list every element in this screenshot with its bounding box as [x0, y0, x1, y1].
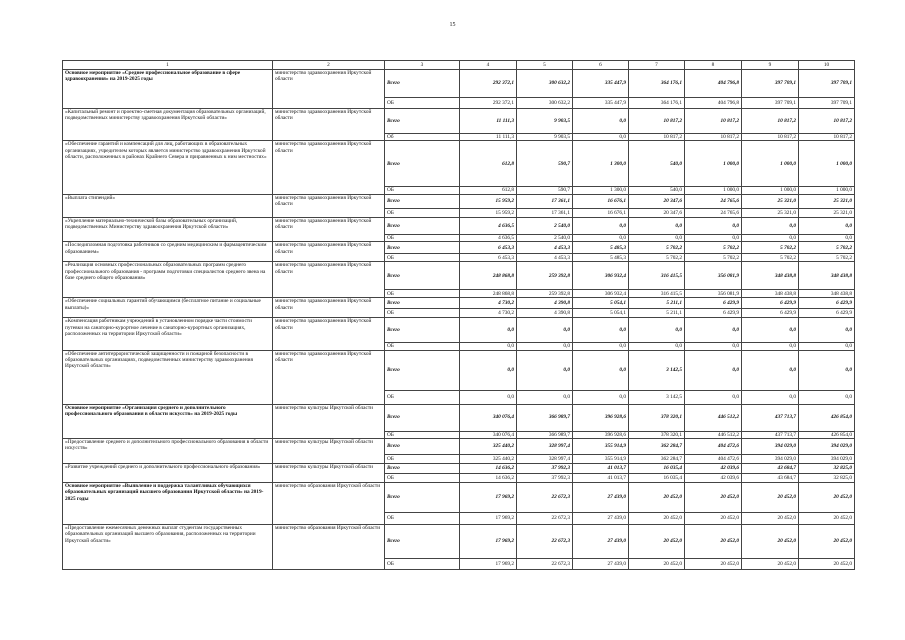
- amount-cell: 0,0: [460, 318, 517, 343]
- amount-cell: 17 969,2: [460, 513, 517, 525]
- funding-source-total: Всего: [385, 141, 460, 187]
- amount-cell: 22 672,3: [517, 513, 573, 525]
- measure-total-row: [63, 439, 855, 455]
- amount-cell: 20 452,0: [742, 483, 799, 513]
- amount-cell: 325 440,2: [460, 455, 517, 464]
- amount-cell: 378 320,1: [629, 431, 685, 438]
- funding-source-regional: ОБ: [385, 254, 460, 262]
- responsible-executor: министерство здравоохранения Иркутской области: [273, 194, 385, 217]
- amount-cell: 25 321,0: [742, 208, 799, 217]
- column-number: 6: [573, 61, 629, 70]
- funding-source-regional: Об: [385, 134, 460, 141]
- amount-cell: 24 765,6: [685, 208, 742, 217]
- measure-total-row: [63, 298, 855, 309]
- page-number: 15: [449, 22, 456, 28]
- amount-cell: 6 429,9: [742, 309, 799, 318]
- amount-cell: 355 914,9: [573, 455, 629, 464]
- amount-cell: 396 928,6: [573, 404, 629, 431]
- amount-cell: 22 672,3: [517, 525, 573, 559]
- amount-cell: 16 676,1: [573, 194, 629, 208]
- amount-cell: 6 429,9: [742, 298, 799, 309]
- amount-cell: 10 817,2: [799, 134, 855, 141]
- measure-name: «Обеспечение антитеррористической защищенности и пожарной безопасности в образовательных организациях, подведомственных министерству здравоохранения Иркутской области»: [63, 350, 273, 404]
- amount-cell: 397 709,1: [799, 98, 855, 109]
- funding-source-total: Всего: [385, 262, 460, 290]
- amount-cell: 17 361,1: [517, 194, 573, 208]
- amount-cell: 0,0: [685, 217, 742, 234]
- amount-cell: 25 321,0: [742, 194, 799, 208]
- amount-cell: 20 452,0: [629, 525, 685, 559]
- amount-cell: 355 914,9: [573, 439, 629, 455]
- amount-cell: 348 438,8: [799, 262, 855, 290]
- amount-cell: 20 452,0: [629, 483, 685, 513]
- amount-cell: 1 300,0: [573, 187, 629, 194]
- column-number: 9: [742, 61, 799, 70]
- amount-cell: 4 636,5: [460, 217, 517, 234]
- amount-cell: 3 142,5: [629, 350, 685, 390]
- amount-cell: 378 320,1: [629, 404, 685, 431]
- amount-cell: 4 636,5: [460, 234, 517, 241]
- amount-cell: 590,7: [517, 187, 573, 194]
- amount-cell: 248 868,8: [460, 290, 517, 298]
- amount-cell: 335 447,9: [573, 98, 629, 109]
- amount-cell: 42 039,6: [685, 474, 742, 483]
- amount-cell: 10 817,2: [742, 134, 799, 141]
- amount-cell: 0,0: [517, 390, 573, 404]
- amount-cell: 10 817,2: [799, 109, 855, 134]
- amount-cell: 394 029,0: [742, 455, 799, 464]
- amount-cell: 20 452,0: [629, 559, 685, 570]
- amount-cell: 10 817,2: [685, 109, 742, 134]
- amount-cell: 356 081,9: [685, 290, 742, 298]
- amount-cell: 446 512,2: [685, 431, 742, 438]
- amount-cell: 5 485,3: [573, 254, 629, 262]
- amount-cell: 0,0: [742, 217, 799, 234]
- amount-cell: 2 540,0: [517, 234, 573, 241]
- amount-cell: 24 765,6: [685, 194, 742, 208]
- funding-source-regional: ОБ: [385, 474, 460, 483]
- amount-cell: 0,0: [629, 318, 685, 343]
- amount-cell: 14 636,2: [460, 464, 517, 474]
- funding-source-regional: ОБ: [385, 234, 460, 241]
- measure-total-row: [63, 525, 855, 559]
- funding-source-total: Всего: [385, 404, 460, 431]
- amount-cell: 6 429,9: [799, 309, 855, 318]
- amount-cell: 0,0: [799, 343, 855, 350]
- column-number: 4: [460, 61, 517, 70]
- amount-cell: 0,0: [517, 350, 573, 390]
- responsible-executor: министерство культуры Иркутской области: [273, 404, 385, 438]
- amount-cell: 328 997,4: [517, 439, 573, 455]
- funding-source-regional: ОБ: [385, 309, 460, 318]
- measure-name: «Обеспечение гарантий и компенсаций для лиц, работающих в образовательных организациях, учредителем которых является министерство здравоохранения Иркутской области, расположенных в районах Крайнего Севера и приравненных к ним местностях»: [63, 141, 273, 194]
- amount-cell: 248 868,8: [460, 262, 517, 290]
- amount-cell: 27 439,0: [573, 513, 629, 525]
- amount-cell: 366 989,7: [517, 404, 573, 431]
- measure-name: «Предоставление ежемесячных денежных выплат студентам государственных образовательных организаций высшего образования, расположенных на территории Иркутской области»: [63, 525, 273, 570]
- responsible-executor: министерство здравоохранения Иркутской области: [273, 298, 385, 318]
- amount-cell: 20 452,0: [685, 513, 742, 525]
- amount-cell: 20 452,0: [742, 525, 799, 559]
- amount-cell: 22 672,3: [517, 559, 573, 570]
- measure-name: «Последипломная подготовка работников со средним медицинским и фармацевтическим образованием»: [63, 242, 273, 262]
- amount-cell: 362 284,7: [629, 455, 685, 464]
- amount-cell: 446 512,2: [685, 404, 742, 431]
- amount-cell: 10 817,2: [629, 109, 685, 134]
- funding-source-total: Всего: [385, 242, 460, 254]
- amount-cell: 32 825,0: [799, 474, 855, 483]
- amount-cell: 404 472,6: [685, 439, 742, 455]
- amount-cell: 16 035,4: [629, 474, 685, 483]
- amount-cell: 20 452,0: [742, 559, 799, 570]
- amount-cell: 0,0: [573, 217, 629, 234]
- funding-source-total: Всего: [385, 439, 460, 455]
- amount-cell: 404 796,8: [685, 70, 742, 98]
- amount-cell: 0,0: [460, 390, 517, 404]
- funding-source-regional: ОБ: [385, 290, 460, 298]
- amount-cell: 20 452,0: [799, 483, 855, 513]
- measure-name: «Укрепление материально-технической базы образовательных организаций, подведомственных Министерству здравоохранения Иркутской области»: [63, 217, 273, 241]
- amount-cell: 20 452,0: [685, 483, 742, 513]
- amount-cell: 394 029,0: [742, 439, 799, 455]
- amount-cell: 0,0: [742, 234, 799, 241]
- funding-source-total: Всего: [385, 525, 460, 559]
- measure-total-row: [63, 242, 855, 254]
- amount-cell: 0,0: [573, 390, 629, 404]
- amount-cell: 14 636,2: [460, 474, 517, 483]
- amount-cell: 4 453,3: [517, 242, 573, 254]
- responsible-executor: министерство культуры Иркутской области: [273, 439, 385, 464]
- amount-cell: 5 702,2: [742, 242, 799, 254]
- amount-cell: 426 854,0: [799, 431, 855, 438]
- amount-cell: 306 932,4: [573, 290, 629, 298]
- amount-cell: 1 000,0: [799, 141, 855, 187]
- amount-cell: 5 702,2: [799, 242, 855, 254]
- amount-cell: 5 702,2: [629, 242, 685, 254]
- amount-cell: 20 452,0: [685, 525, 742, 559]
- amount-cell: 0,0: [629, 217, 685, 234]
- amount-cell: 20 452,0: [799, 559, 855, 570]
- amount-cell: 20 452,0: [629, 513, 685, 525]
- amount-cell: 1 000,0: [685, 187, 742, 194]
- amount-cell: 17 969,2: [460, 559, 517, 570]
- amount-cell: 335 447,9: [573, 70, 629, 98]
- amount-cell: 0,0: [573, 350, 629, 390]
- amount-cell: 1 000,0: [685, 141, 742, 187]
- amount-cell: 27 439,0: [573, 559, 629, 570]
- amount-cell: 41 013,7: [573, 464, 629, 474]
- amount-cell: 0,0: [629, 343, 685, 350]
- responsible-executor: министерство образования Иркутской области: [273, 525, 385, 570]
- responsible-executor: министерство здравоохранения Иркутской области: [273, 242, 385, 262]
- amount-cell: 1 000,0: [742, 187, 799, 194]
- responsible-executor: министерство здравоохранения Иркутской области: [273, 350, 385, 404]
- amount-cell: 6 429,9: [685, 309, 742, 318]
- column-number: 1: [63, 61, 273, 70]
- measure-total-row: [63, 109, 855, 134]
- amount-cell: 0,0: [460, 350, 517, 390]
- measure-name: Основное мероприятие «Среднее профессиональное образование в сфере здравоохранения» на 2019-2025 годы: [63, 70, 273, 109]
- amount-cell: 5 054,1: [573, 298, 629, 309]
- amount-cell: 328 997,4: [517, 455, 573, 464]
- measure-total-row: [63, 318, 855, 343]
- amount-cell: 0,0: [742, 390, 799, 404]
- amount-cell: 0,0: [799, 318, 855, 343]
- column-number-row: [63, 61, 855, 70]
- amount-cell: 397 709,1: [799, 70, 855, 98]
- amount-cell: 11 111,3: [460, 134, 517, 141]
- budget-table: [62, 60, 855, 570]
- amount-cell: 259 392,8: [517, 262, 573, 290]
- amount-cell: 37 992,3: [517, 464, 573, 474]
- amount-cell: 5 702,2: [742, 254, 799, 262]
- measure-total-row: [63, 262, 855, 290]
- measure-total-row: [63, 483, 855, 513]
- amount-cell: 292 372,1: [460, 98, 517, 109]
- amount-cell: 540,0: [629, 187, 685, 194]
- amount-cell: 17 969,2: [460, 483, 517, 513]
- funding-source-regional: ОБ: [385, 98, 460, 109]
- responsible-executor: министерство здравоохранения Иркутской области: [273, 318, 385, 350]
- amount-cell: 0,0: [799, 350, 855, 390]
- measure-name: «Предоставление среднего и дополнительного профессионального образования в области искусств»: [63, 439, 273, 464]
- amount-cell: 300 632,2: [517, 98, 573, 109]
- measure-name: «Капитальный ремонт и проектно-сметная документация образовательных организаций, подведомственных министерству здравоохранения Иркутской области»: [63, 109, 273, 141]
- funding-source-regional: ОБ: [385, 343, 460, 350]
- amount-cell: 325 440,2: [460, 439, 517, 455]
- amount-cell: 340 076,4: [460, 404, 517, 431]
- amount-cell: 0,0: [685, 343, 742, 350]
- amount-cell: 0,0: [517, 318, 573, 343]
- amount-cell: 25 321,0: [799, 194, 855, 208]
- amount-cell: 259 392,8: [517, 290, 573, 298]
- amount-cell: 590,7: [517, 141, 573, 187]
- amount-cell: 20 347,6: [629, 208, 685, 217]
- amount-cell: 5 211,1: [629, 298, 685, 309]
- responsible-executor: министерство здравоохранения Иркутской области: [273, 109, 385, 141]
- column-number: 5: [517, 61, 573, 70]
- amount-cell: 364 176,1: [629, 98, 685, 109]
- amount-cell: 16 676,1: [573, 208, 629, 217]
- funding-source-total: Всего: [385, 70, 460, 98]
- responsible-executor: министерство образования Иркутской области: [273, 483, 385, 525]
- amount-cell: 0,0: [685, 350, 742, 390]
- amount-cell: 5 702,2: [629, 254, 685, 262]
- measure-name: Основное мероприятие «Организация среднего и дополнительного профессионального образования в области искусств» на 2019-2025 годы: [63, 404, 273, 438]
- amount-cell: 41 013,7: [573, 474, 629, 483]
- amount-cell: 0,0: [685, 390, 742, 404]
- amount-cell: 397 709,1: [742, 70, 799, 98]
- responsible-executor: министерство культуры Иркутской области: [273, 464, 385, 483]
- amount-cell: 396 928,6: [573, 431, 629, 438]
- measure-total-row: [63, 404, 855, 431]
- amount-cell: 43 684,7: [742, 474, 799, 483]
- measure-name: «Развитие учреждений среднего и дополнительного профессионального образования»: [63, 464, 273, 483]
- amount-cell: 5 054,1: [573, 309, 629, 318]
- amount-cell: 1 000,0: [799, 187, 855, 194]
- amount-cell: 0,0: [573, 109, 629, 134]
- measure-name: «Компенсация работникам учреждений в установленном порядке части стоимости путевки на санаторно-курортное лечение в санаторно-курортных организациях, расположенных на территории Иркутской области»: [63, 318, 273, 350]
- amount-cell: 5 211,1: [629, 309, 685, 318]
- funding-source-regional: ОБ: [385, 390, 460, 404]
- amount-cell: 42 039,6: [685, 464, 742, 474]
- amount-cell: 437 713,7: [742, 431, 799, 438]
- amount-cell: 348 438,8: [742, 290, 799, 298]
- amount-cell: 0,0: [573, 318, 629, 343]
- measure-name: «Обеспечение социальных гарантий обучающимся (бесплатное питание и социальные выплаты)»: [63, 298, 273, 318]
- amount-cell: 1 300,0: [573, 141, 629, 187]
- funding-source-regional: ОБ: [385, 559, 460, 570]
- amount-cell: 364 176,1: [629, 70, 685, 98]
- amount-cell: 397 709,1: [742, 98, 799, 109]
- amount-cell: 316 415,5: [629, 290, 685, 298]
- amount-cell: 32 825,0: [799, 464, 855, 474]
- amount-cell: 6 429,9: [685, 298, 742, 309]
- amount-cell: 20 452,0: [799, 525, 855, 559]
- amount-cell: 15 959,2: [460, 208, 517, 217]
- amount-cell: 10 817,2: [742, 109, 799, 134]
- funding-source-regional: ОБ: [385, 513, 460, 525]
- amount-cell: 394 029,0: [799, 439, 855, 455]
- amount-cell: 15 959,2: [460, 194, 517, 208]
- measure-name: Основное мероприятие «Выявление и поддержка талантливых обучающихся образовательных организаций высшего образования Иркутской области» на 2019-2025 годы: [63, 483, 273, 525]
- measure-name: «Реализация основных профессиональных образовательных программ среднего профессионального образования - программ подготовки специалистов среднего звена на базе среднего общего образования»: [63, 262, 273, 298]
- amount-cell: 300 632,2: [517, 70, 573, 98]
- amount-cell: 0,0: [685, 318, 742, 343]
- amount-cell: 0,0: [460, 343, 517, 350]
- funding-source-total: Всего: [385, 350, 460, 390]
- measure-total-row: [63, 350, 855, 390]
- budget-table-body: [63, 61, 855, 570]
- amount-cell: 4 730,2: [460, 309, 517, 318]
- amount-cell: 43 684,7: [742, 464, 799, 474]
- amount-cell: 25 321,0: [799, 208, 855, 217]
- amount-cell: 0,0: [742, 343, 799, 350]
- column-number: 10: [799, 61, 855, 70]
- amount-cell: 16 035,4: [629, 464, 685, 474]
- responsible-executor: министерство здравоохранения Иркутской области: [273, 262, 385, 298]
- column-number: 7: [629, 61, 685, 70]
- amount-cell: 20 347,6: [629, 194, 685, 208]
- funding-source-total: Всего: [385, 298, 460, 309]
- amount-cell: 612,8: [460, 141, 517, 187]
- amount-cell: 306 932,4: [573, 262, 629, 290]
- amount-cell: 11 111,3: [460, 109, 517, 134]
- amount-cell: 37 992,3: [517, 474, 573, 483]
- amount-cell: 366 989,7: [517, 431, 573, 438]
- amount-cell: 404 472,6: [685, 455, 742, 464]
- measure-name: «Выплата стипендий»: [63, 194, 273, 217]
- amount-cell: 20 452,0: [799, 513, 855, 525]
- amount-cell: 292 372,1: [460, 70, 517, 98]
- amount-cell: 6 429,9: [799, 298, 855, 309]
- funding-source-total: Всего: [385, 464, 460, 474]
- amount-cell: 10 817,2: [685, 134, 742, 141]
- amount-cell: 356 081,9: [685, 262, 742, 290]
- amount-cell: 5 702,2: [799, 254, 855, 262]
- amount-cell: 20 452,0: [685, 559, 742, 570]
- amount-cell: 340 076,4: [460, 431, 517, 438]
- amount-cell: 3 142,5: [629, 390, 685, 404]
- amount-cell: 0,0: [629, 234, 685, 241]
- measure-total-row: [63, 70, 855, 98]
- amount-cell: 426 854,0: [799, 404, 855, 431]
- funding-source-regional: ОБ: [385, 208, 460, 217]
- amount-cell: 5 702,2: [685, 242, 742, 254]
- amount-cell: 0,0: [799, 390, 855, 404]
- amount-cell: 27 439,0: [573, 525, 629, 559]
- amount-cell: 362 284,7: [629, 439, 685, 455]
- amount-cell: 0,0: [742, 318, 799, 343]
- amount-cell: 4 453,3: [517, 254, 573, 262]
- amount-cell: 6 453,3: [460, 242, 517, 254]
- amount-cell: 4 390,8: [517, 298, 573, 309]
- amount-cell: 5 702,2: [685, 254, 742, 262]
- funding-source-total: Всего: [385, 109, 460, 134]
- column-number: 3: [385, 61, 460, 70]
- amount-cell: 394 029,0: [799, 455, 855, 464]
- measure-total-row: [63, 217, 855, 234]
- amount-cell: 2 540,0: [517, 217, 573, 234]
- amount-cell: 540,0: [629, 141, 685, 187]
- amount-cell: 0,0: [573, 234, 629, 241]
- funding-source-regional: ОБ: [385, 455, 460, 464]
- amount-cell: 404 796,8: [685, 98, 742, 109]
- responsible-executor: министерство здравоохранения Иркутской области: [273, 217, 385, 241]
- amount-cell: 5 485,3: [573, 242, 629, 254]
- amount-cell: 9 903,5: [517, 134, 573, 141]
- amount-cell: 348 438,8: [799, 290, 855, 298]
- amount-cell: 4 730,2: [460, 298, 517, 309]
- measure-total-row: [63, 194, 855, 208]
- amount-cell: 17 361,1: [517, 208, 573, 217]
- column-number: 8: [685, 61, 742, 70]
- funding-source-total: Всего: [385, 318, 460, 343]
- amount-cell: 0,0: [517, 343, 573, 350]
- amount-cell: 17 969,2: [460, 525, 517, 559]
- funding-source-total: Всего: [385, 194, 460, 208]
- funding-source-regional: ОБ: [385, 431, 460, 438]
- amount-cell: 348 438,8: [742, 262, 799, 290]
- amount-cell: 0,0: [799, 234, 855, 241]
- column-number: 2: [273, 61, 385, 70]
- funding-source-regional: ОБ: [385, 187, 460, 194]
- amount-cell: 0,0: [573, 343, 629, 350]
- amount-cell: 10 817,2: [629, 134, 685, 141]
- measure-total-row: [63, 141, 855, 187]
- amount-cell: 1 000,0: [742, 141, 799, 187]
- amount-cell: 4 390,8: [517, 309, 573, 318]
- amount-cell: 0,0: [799, 217, 855, 234]
- amount-cell: 20 452,0: [742, 513, 799, 525]
- responsible-executor: министерство здравоохранения Иркутской области: [273, 70, 385, 109]
- responsible-executor: министерство здравоохранения Иркутской области: [273, 141, 385, 194]
- amount-cell: 612,8: [460, 187, 517, 194]
- amount-cell: 0,0: [685, 234, 742, 241]
- amount-cell: 316 415,5: [629, 262, 685, 290]
- amount-cell: 9 903,5: [517, 109, 573, 134]
- amount-cell: 0,0: [573, 134, 629, 141]
- amount-cell: 22 672,3: [517, 483, 573, 513]
- amount-cell: 437 713,7: [742, 404, 799, 431]
- measure-total-row: [63, 464, 855, 474]
- funding-source-total: Всего: [385, 483, 460, 513]
- amount-cell: 0,0: [742, 350, 799, 390]
- funding-source-total: Всего: [385, 217, 460, 234]
- amount-cell: 6 453,3: [460, 254, 517, 262]
- amount-cell: 27 439,0: [573, 483, 629, 513]
